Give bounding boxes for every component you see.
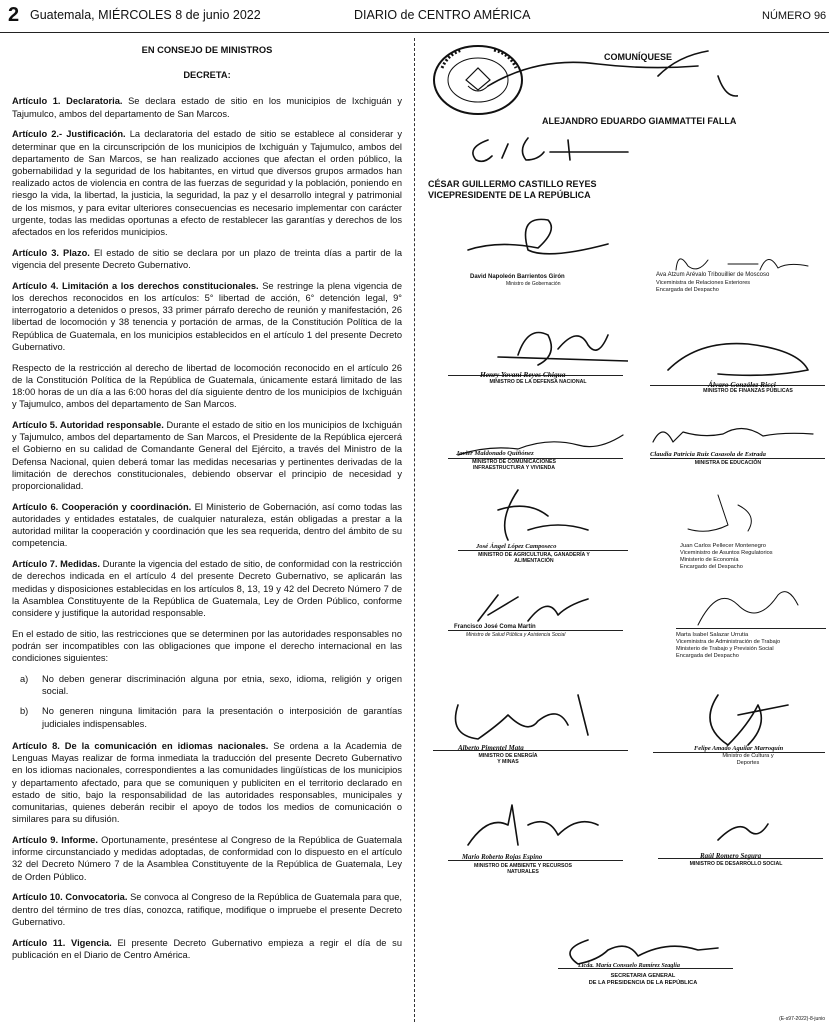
article-body: Se declara estado de sitio en los municipios de Ixchiguán y Tajumulco, ambos del departamento de San Marcos.: [12, 96, 402, 119]
article-7: [12, 558, 402, 619]
signature-line: [458, 550, 628, 551]
signatory-11-title: MINISTRO DE ENERGÍA Y MINAS: [478, 753, 538, 765]
signatory-5-title: MINISTRO DE COMUNICACIONES INFRAESTRUCTURA Y VIVIENDA: [472, 459, 556, 471]
article-body: Durante la vigencia del estado de sitio, de conformidad con la restricción de derechos indicada en el artículo 4 del presente Decreto Gubernativo, se aplicarán las medidas y disposiciones establecidas en los artículos 8, 13, 19 y 42 del Decreto Número 7 de la Asamblea Constituyente de la República de Guatemala, Ley de Orden Público, conforme considere y justifique la autoridad responsable.: [12, 559, 402, 619]
signatures-column: [418, 40, 829, 1024]
signatory-6-name: Claudia Patricia Ruiz Casasola de Estrada: [650, 451, 766, 458]
signature-1-icon: [458, 210, 628, 270]
column-divider: [414, 38, 416, 1022]
signatory-3-title: MINISTRO DE LA DEFENSA NACIONAL: [489, 379, 587, 385]
page-header: [0, 0, 829, 33]
article-4-paragraph-2: Respecto de la restricción al derecho de libertad de locomoción reconocido en el artículo 26 de la Constitución Política de la República de Guatemala, únicamente estará limitado de las 18:00 horas de un día a las 6:00 horas del día siguiente dentro de los municipios de Ixchiguán y Tajumulco, ambos del departamento de San Marcos.: [12, 362, 402, 410]
signature-3-icon: [458, 315, 628, 375]
item-text: No deben generar discriminación alguna por etnia, sexo, idioma, religión y origen social.: [42, 674, 402, 697]
article-title: Artículo 8. De la comunicación en idiomas nacionales.: [12, 740, 269, 751]
article-body: Se ordena a la Academia de Lenguas Mayas realizar de forma inmediata la traducción del presente Decreto Gubernativo en los idiomas nacionales, correspondientes a las comunidades lingüísticas de los municipios y departamento afectado, para que se comuniquen y publiciten en el territorio declarado en estado de sitio, bajo la responsabilidad de las autoridades responsables, municipales y comunitarias, quienes deberán recibir el apoyo de todos los medios de comunicación o similares para su difusión.: [12, 740, 402, 825]
signatory-11-name: Alberto Pimentel Mata: [458, 744, 524, 752]
article-6: [12, 501, 402, 550]
article-5: [12, 419, 402, 492]
signatory-9-name: Francisco José Coma Martín: [454, 624, 536, 630]
newspaper-title: DIARIO de CENTRO AMÉRICA: [354, 8, 531, 22]
vp-title: VICEPRESIDENTE DE LA REPÚBLICA: [428, 190, 591, 200]
signature-7-icon: [468, 480, 618, 550]
article-body: Se restringe la plena vigencia de los derechos reconocidos en los artículos: 5° libertad de acción, 6° detención legal, 9° interrogatorio a detenidos o presos, 33 primer párrafo derecho de reunión y manifestación, 26 libertad de locomoción y 38 tenencia y portación de armas, de la Constitución Política de la República de Guatemala, en los municipios establecidos en el artículo 1 del presente Decreto Gubernativo.: [12, 280, 402, 352]
signatory-7-title: MINISTRO DE AGRICULTURA, GANADERÍA Y ALIMENTACIÓN: [478, 552, 590, 564]
comuniquese-label: COMUNÍQUESE: [604, 52, 673, 62]
signatory-4-title: MINISTRO DE FINANZAS PÚBLICAS: [703, 388, 793, 394]
signatory-10-title-3: Encargada del Despacho: [676, 653, 739, 659]
signature-8-icon: [658, 485, 798, 545]
article-1: [12, 95, 402, 119]
article-title: Artículo 11. Vigencia.: [12, 937, 112, 948]
signatory-1-title: Ministro de Gobernación: [506, 281, 561, 287]
article-7-paragraph-2: En el estado de sitio, las restricciones que se determinen por las autoridades responsables no podrán ser incompatibles con las obligaciones que impone el derecho internacional en las condiciones siguientes:: [12, 628, 402, 664]
signatory-13-name: Mario Roberto Rojas Espino: [462, 854, 543, 861]
article-title: Artículo 6. Cooperación y coordinación.: [12, 501, 192, 512]
issue-date: Guatemala, MIÉRCOLES 8 de junio 2022: [30, 8, 261, 22]
article-body: Se convoca al Congreso de la República de Guatemala para que, dentro del término de tres días, conozca, ratifique, modifique o impruebe el presente Decreto Gubernativo.: [12, 892, 402, 927]
article-8: [12, 740, 402, 825]
publication-footnote: (E-s97-2022)-8-junio: [779, 1016, 825, 1022]
signatory-8-name: Juan Carlos Pellecer Montenegro: [680, 543, 767, 549]
decree-text-column: [12, 40, 402, 970]
signatory-10-name: Marta Isabel Salazar Urrutia: [676, 632, 749, 638]
signatory-7-name: José Ángel López Camposeco: [476, 543, 557, 550]
signature-10-icon: [678, 575, 818, 635]
decree-heading: DECRETA:: [183, 70, 231, 81]
signatory-6-title: MINISTRA DE EDUCACIÓN: [694, 460, 762, 466]
article-title: Artículo 10. Convocatoria.: [12, 892, 128, 903]
article-title: Artículo 1. Declaratoria.: [12, 96, 123, 107]
signatory-1-name: David Napoleón Barrientos Girón: [470, 274, 565, 280]
signatory-8-title-2: Ministerio de Economía: [680, 557, 739, 563]
article-body: El estado de sitio se declara por un plazo de treinta días a partir de la vigencia del presente Decreto Gubernativo.: [12, 247, 402, 271]
signatory-15-name: Licda. María Consuelo Ramírez Szaglia: [578, 962, 680, 969]
article-9: [12, 834, 402, 883]
page-number: 2: [8, 4, 20, 26]
signature-14-icon: [698, 810, 788, 850]
signatory-15-title-1: SECRETARIA GENERAL: [610, 973, 676, 979]
signatory-2-title-2: Encargada del Despacho: [656, 287, 719, 293]
item-label: a): [20, 674, 29, 685]
article-body: Oportunamente, preséntese al Congreso de la República de Guatemala informe circunstanciado y medidas adoptadas, de conformidad con lo dispuesto en el artículo 32 del Decreto Número 7 de la Asamblea Constituyente de la República de Guatemala, Ley de Orden Público.: [12, 834, 403, 882]
article-title: Artículo 2.- Justificación.: [12, 129, 126, 140]
signature-line: [650, 458, 825, 459]
article-2: [12, 128, 402, 238]
article-body: La declaratoria del estado de sitio se establece al considerar y determinar que en la circunscripción de los municipios de Ixchiguán y Tajumulco, ambos del departamento de San Marcos, se han realizado acciones que afectan el orden público, la gobernabilidad y la seguridad de los habitantes, en virtud que diversos grupos armados han realizado actos de violencia en contra de las fuerzas de seguridad y la población, poniendo en riesgo la vida, la libertad, la justicia, la seguridad, la paz y el desarrollo integral y patrimonial de los mismos, y para evitar ulteriores consecuencias es necesario implementar con carácter urgente, todas las medidas oportunas a efecto de restablecer las garantías y derechos de los afectados en los referidos municipios.: [12, 129, 402, 238]
article-title: Artículo 5. Autoridad responsable.: [12, 420, 164, 431]
article-3: [12, 247, 402, 271]
article-title: Artículo 3. Plazo.: [12, 247, 90, 258]
vp-signature-icon: [458, 130, 638, 170]
signatory-14-name: Raúl Romero Segura: [700, 852, 762, 860]
council-heading: EN CONSEJO DE MINISTROS: [141, 45, 273, 55]
signatory-10-title-2: Ministerio de Trabajo y Previsión Social: [676, 646, 774, 652]
signatory-2-title-1: Viceministra de Relaciones Exteriores: [656, 280, 751, 286]
signatory-8-title-3: Encargado del Despacho: [680, 564, 743, 570]
article-title: Artículo 9. Informe.: [12, 834, 98, 845]
signatory-2-name: Ava Atzum Arévalo Tribouillier de Moscoso: [656, 272, 770, 278]
signatory-3-name: Henry Yovani Reyes Chigua: [480, 370, 566, 379]
article-4: [12, 280, 402, 353]
article-7-item-a: [12, 673, 402, 697]
article-title: Artículo 7. Medidas.: [12, 559, 100, 570]
article-7-item-b: [12, 705, 402, 729]
signatory-4-name: Álvaro González Ricci: [708, 380, 776, 389]
issue-number: NÚMERO 96: [762, 10, 827, 22]
vp-name: CÉSAR GUILLERMO CASTILLO REYES: [428, 179, 597, 189]
article-body: El presente Decreto Gubernativo empieza a regir el día de su publicación en el Diario de Centro América.: [12, 937, 402, 960]
article-11: [12, 937, 402, 961]
signatory-12-title: Ministro de Cultura y Deportes: [722, 753, 774, 766]
article-body: Durante el estado de sitio en los municipios de Ixchiguán y Tajumulco, ambos del departamento de San Marcos, el Presidente de la República ejercerá el Gobierno en su calidad de Comandante General del Ejército, a través del Ministro de la Defensa Nacional, quien deberá tomar las medidas necesarias y pertinentes derivadas de la limitación de derechos constitucionales, debiendo observar el principio de necesidad y proporcionalidad.: [12, 420, 403, 492]
president-name: ALEJANDRO EDUARDO GIAMMATTEI FALLA: [542, 116, 737, 126]
signatory-14-title: MINISTRO DE DESARROLLO SOCIAL: [689, 861, 783, 867]
article-10: [12, 891, 402, 928]
item-label: b): [20, 706, 29, 717]
signatory-10-title-1: Viceministra de Administración de Trabajo: [676, 639, 781, 645]
article-title: Artículo 4. Limitación a los derechos constitucionales.: [12, 280, 259, 291]
article-body: El Ministerio de Gobernación, así como todas las autoridades y entidades estatales, de cualquier naturaleza, están obligadas a prestar a la autoridad militar la cooperación y coordinación que les sea requerida, dentro del ámbito de su competencia.: [12, 501, 402, 549]
signatory-15-title-2: DE LA PRESIDENCIA DE LA REPÚBLICA: [588, 980, 698, 986]
signature-line: [676, 628, 826, 629]
signatory-8-title-1: Viceministro de Asuntos Regulatorios: [680, 550, 773, 556]
signatory-12-name: Felipe Amado Aguilar Marroquín: [694, 745, 784, 752]
signatory-9-title: Ministro de Salud Pública y Asistencia Social: [466, 632, 566, 638]
signatory-13-title: MINISTRO DE AMBIENTE Y RECURSOS NATURALES: [474, 863, 572, 875]
item-text: No generen ninguna limitación para la presentación o interposición de garantías judiciales indispensables.: [42, 706, 402, 729]
signature-line: [448, 630, 623, 631]
signatory-5-name: Javier Maldonado Quiñónez: [456, 450, 534, 457]
